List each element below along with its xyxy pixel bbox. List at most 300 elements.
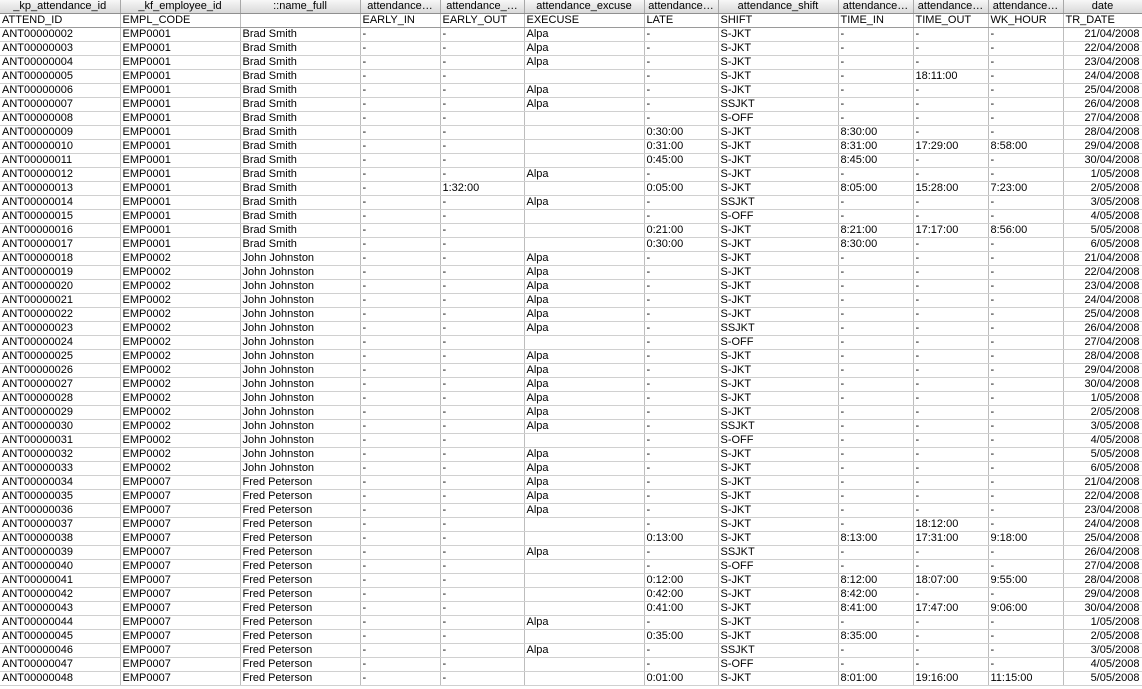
table-cell[interactable]: 28/04/2008 bbox=[1063, 126, 1142, 140]
table-cell[interactable]: - bbox=[988, 252, 1063, 266]
table-cell[interactable]: Brad Smith bbox=[240, 70, 360, 84]
table-cell[interactable]: ANT00000011 bbox=[0, 154, 120, 168]
table-cell[interactable]: ANT00000040 bbox=[0, 560, 120, 574]
table-cell[interactable]: 25/04/2008 bbox=[1063, 532, 1142, 546]
table-row[interactable] bbox=[0, 322, 1142, 336]
column-header-attendance-time-in[interactable]: attendance… bbox=[838, 0, 913, 14]
table-cell[interactable]: 8:13:00 bbox=[838, 532, 913, 546]
table-cell[interactable]: Alpa bbox=[524, 252, 644, 266]
table-cell[interactable] bbox=[524, 532, 644, 546]
table-cell[interactable]: - bbox=[360, 238, 440, 252]
table-cell[interactable]: - bbox=[988, 560, 1063, 574]
table-cell[interactable]: EMP0002 bbox=[120, 322, 240, 336]
table-cell[interactable]: 29/04/2008 bbox=[1063, 588, 1142, 602]
table-cell[interactable]: 27/04/2008 bbox=[1063, 112, 1142, 126]
table-cell[interactable]: - bbox=[440, 322, 524, 336]
table-cell[interactable]: - bbox=[644, 308, 718, 322]
table-row[interactable] bbox=[0, 518, 1142, 532]
table-cell[interactable]: - bbox=[988, 322, 1063, 336]
table-row[interactable] bbox=[0, 98, 1142, 112]
table-cell[interactable]: - bbox=[440, 406, 524, 420]
table-cell[interactable]: - bbox=[644, 448, 718, 462]
table-cell[interactable]: ANT00000029 bbox=[0, 406, 120, 420]
table-cell[interactable]: EMP0002 bbox=[120, 266, 240, 280]
table-cell[interactable]: 0:12:00 bbox=[644, 574, 718, 588]
table-cell[interactable]: 4/05/2008 bbox=[1063, 434, 1142, 448]
table-cell[interactable]: 8:42:00 bbox=[838, 588, 913, 602]
table-cell[interactable]: - bbox=[838, 322, 913, 336]
table-cell[interactable]: John Johnston bbox=[240, 364, 360, 378]
table-row[interactable] bbox=[0, 392, 1142, 406]
table-cell[interactable]: 24/04/2008 bbox=[1063, 70, 1142, 84]
table-row[interactable] bbox=[0, 490, 1142, 504]
table-cell[interactable]: 22/04/2008 bbox=[1063, 42, 1142, 56]
table-cell[interactable]: S-JKT bbox=[718, 280, 838, 294]
table-cell[interactable]: ANT00000013 bbox=[0, 182, 120, 196]
table-cell[interactable]: - bbox=[360, 378, 440, 392]
table-cell[interactable]: - bbox=[988, 378, 1063, 392]
table-cell[interactable]: Fred Peterson bbox=[240, 476, 360, 490]
table-cell[interactable]: - bbox=[360, 266, 440, 280]
table-cell[interactable]: ANT00000005 bbox=[0, 70, 120, 84]
table-cell[interactable]: - bbox=[360, 224, 440, 238]
table-cell[interactable]: Brad Smith bbox=[240, 210, 360, 224]
table-cell[interactable]: - bbox=[360, 336, 440, 350]
table-cell[interactable]: - bbox=[440, 350, 524, 364]
table-cell[interactable]: Fred Peterson bbox=[240, 574, 360, 588]
table-cell[interactable]: EMP0001 bbox=[120, 238, 240, 252]
table-cell[interactable]: - bbox=[838, 196, 913, 210]
table-cell[interactable]: - bbox=[988, 504, 1063, 518]
table-cell[interactable]: - bbox=[360, 308, 440, 322]
table-cell[interactable]: - bbox=[988, 42, 1063, 56]
table-cell[interactable]: - bbox=[644, 364, 718, 378]
table-cell[interactable]: EMP0002 bbox=[120, 434, 240, 448]
table-cell[interactable]: - bbox=[988, 280, 1063, 294]
table-cell[interactable]: - bbox=[440, 448, 524, 462]
table-row[interactable] bbox=[0, 266, 1142, 280]
table-cell[interactable]: S-JKT bbox=[718, 518, 838, 532]
table-cell[interactable]: EARLY_IN bbox=[360, 14, 440, 28]
table-cell[interactable]: - bbox=[644, 518, 718, 532]
table-cell[interactable]: - bbox=[360, 98, 440, 112]
table-cell[interactable]: - bbox=[360, 252, 440, 266]
table-cell[interactable]: 17:47:00 bbox=[913, 602, 988, 616]
table-cell[interactable]: SSJKT bbox=[718, 322, 838, 336]
table-cell[interactable]: - bbox=[360, 490, 440, 504]
table-cell[interactable]: EMP0001 bbox=[120, 42, 240, 56]
table-cell[interactable]: - bbox=[644, 378, 718, 392]
table-cell[interactable]: 9:18:00 bbox=[988, 532, 1063, 546]
table-cell[interactable]: - bbox=[913, 308, 988, 322]
table-cell[interactable]: EMP0002 bbox=[120, 336, 240, 350]
table-cell[interactable]: EMP0002 bbox=[120, 308, 240, 322]
table-cell[interactable]: S-JKT bbox=[718, 406, 838, 420]
table-cell[interactable]: - bbox=[360, 28, 440, 42]
table-row[interactable] bbox=[0, 308, 1142, 322]
table-cell[interactable]: - bbox=[440, 224, 524, 238]
table-cell[interactable]: ANT00000039 bbox=[0, 546, 120, 560]
table-cell[interactable]: - bbox=[838, 266, 913, 280]
table-cell[interactable]: John Johnston bbox=[240, 434, 360, 448]
table-cell[interactable]: EMPL_CODE bbox=[120, 14, 240, 28]
table-cell[interactable]: ANT00000021 bbox=[0, 294, 120, 308]
table-cell[interactable]: - bbox=[838, 476, 913, 490]
table-cell[interactable]: S-JKT bbox=[718, 392, 838, 406]
table-cell[interactable] bbox=[524, 140, 644, 154]
table-cell[interactable]: 0:30:00 bbox=[644, 126, 718, 140]
table-cell[interactable]: - bbox=[360, 574, 440, 588]
table-cell[interactable]: Brad Smith bbox=[240, 42, 360, 56]
table-cell[interactable]: 21/04/2008 bbox=[1063, 28, 1142, 42]
table-cell[interactable]: S-JKT bbox=[718, 448, 838, 462]
table-cell[interactable]: - bbox=[360, 616, 440, 630]
table-cell[interactable]: - bbox=[988, 658, 1063, 672]
table-cell[interactable]: TIME_IN bbox=[838, 14, 913, 28]
table-row[interactable] bbox=[0, 294, 1142, 308]
table-cell[interactable]: - bbox=[440, 154, 524, 168]
table-cell[interactable]: - bbox=[440, 476, 524, 490]
table-cell[interactable]: EMP0007 bbox=[120, 602, 240, 616]
table-cell[interactable]: SSJKT bbox=[718, 546, 838, 560]
table-cell[interactable]: - bbox=[440, 504, 524, 518]
table-cell[interactable]: ANT00000018 bbox=[0, 252, 120, 266]
table-cell[interactable]: S-JKT bbox=[718, 154, 838, 168]
table-cell[interactable]: Fred Peterson bbox=[240, 518, 360, 532]
table-cell[interactable]: - bbox=[913, 504, 988, 518]
table-cell[interactable]: - bbox=[988, 630, 1063, 644]
table-cell[interactable]: - bbox=[644, 546, 718, 560]
table-cell[interactable]: 26/04/2008 bbox=[1063, 98, 1142, 112]
table-cell[interactable]: - bbox=[838, 252, 913, 266]
table-cell[interactable]: - bbox=[913, 56, 988, 70]
table-cell[interactable]: - bbox=[440, 532, 524, 546]
table-cell[interactable]: - bbox=[360, 364, 440, 378]
table-cell[interactable]: - bbox=[988, 294, 1063, 308]
table-row[interactable] bbox=[0, 70, 1142, 84]
table-cell[interactable]: 27/04/2008 bbox=[1063, 336, 1142, 350]
table-cell[interactable]: 8:05:00 bbox=[838, 182, 913, 196]
table-cell[interactable]: 18:12:00 bbox=[913, 518, 988, 532]
column-header-attendance-excuse[interactable]: attendance_excuse bbox=[524, 0, 644, 14]
table-cell[interactable]: John Johnston bbox=[240, 294, 360, 308]
table-cell[interactable]: S-JKT bbox=[718, 140, 838, 154]
table-cell[interactable]: 8:45:00 bbox=[838, 154, 913, 168]
table-cell[interactable]: Brad Smith bbox=[240, 126, 360, 140]
table-cell[interactable] bbox=[524, 182, 644, 196]
table-cell[interactable]: - bbox=[440, 112, 524, 126]
table-cell[interactable] bbox=[524, 434, 644, 448]
table-cell[interactable]: - bbox=[440, 658, 524, 672]
table-cell[interactable]: ANT00000046 bbox=[0, 644, 120, 658]
table-cell[interactable]: John Johnston bbox=[240, 406, 360, 420]
table-cell[interactable]: S-JKT bbox=[718, 630, 838, 644]
table-cell[interactable]: - bbox=[644, 350, 718, 364]
table-cell[interactable]: - bbox=[913, 266, 988, 280]
table-cell[interactable]: John Johnston bbox=[240, 378, 360, 392]
table-cell[interactable]: EMP0007 bbox=[120, 490, 240, 504]
table-cell[interactable]: - bbox=[360, 392, 440, 406]
table-row[interactable] bbox=[0, 252, 1142, 266]
table-cell[interactable]: EMP0001 bbox=[120, 210, 240, 224]
table-cell[interactable]: Alpa bbox=[524, 364, 644, 378]
table-row[interactable] bbox=[0, 56, 1142, 70]
table-cell[interactable]: S-JKT bbox=[718, 224, 838, 238]
table-cell[interactable]: - bbox=[440, 602, 524, 616]
table-cell[interactable]: - bbox=[913, 350, 988, 364]
table-cell[interactable]: - bbox=[360, 532, 440, 546]
table-cell[interactable]: - bbox=[360, 210, 440, 224]
table-cell[interactable]: EXECUSE bbox=[524, 14, 644, 28]
table-cell[interactable]: S-JKT bbox=[718, 378, 838, 392]
table-cell[interactable]: ANT00000028 bbox=[0, 392, 120, 406]
table-cell[interactable]: - bbox=[440, 364, 524, 378]
table-cell[interactable]: Alpa bbox=[524, 448, 644, 462]
table-cell[interactable]: - bbox=[360, 322, 440, 336]
table-cell[interactable]: - bbox=[838, 504, 913, 518]
table-cell[interactable]: - bbox=[913, 252, 988, 266]
table-cell[interactable]: - bbox=[838, 420, 913, 434]
table-cell[interactable]: EMP0007 bbox=[120, 476, 240, 490]
table-cell[interactable]: - bbox=[440, 70, 524, 84]
table-cell[interactable]: - bbox=[644, 210, 718, 224]
table-cell[interactable]: Alpa bbox=[524, 84, 644, 98]
table-cell[interactable]: - bbox=[838, 84, 913, 98]
table-cell[interactable]: 5/05/2008 bbox=[1063, 224, 1142, 238]
table-cell[interactable]: - bbox=[360, 420, 440, 434]
table-cell[interactable]: - bbox=[913, 364, 988, 378]
table-cell[interactable]: 28/04/2008 bbox=[1063, 574, 1142, 588]
table-cell[interactable]: Fred Peterson bbox=[240, 504, 360, 518]
table-cell[interactable]: 6/05/2008 bbox=[1063, 462, 1142, 476]
table-cell[interactable]: Alpa bbox=[524, 392, 644, 406]
table-cell[interactable]: - bbox=[913, 462, 988, 476]
table-cell[interactable]: S-JKT bbox=[718, 42, 838, 56]
table-cell[interactable]: 6/05/2008 bbox=[1063, 238, 1142, 252]
table-cell[interactable]: Fred Peterson bbox=[240, 616, 360, 630]
table-cell[interactable]: - bbox=[360, 350, 440, 364]
table-cell[interactable]: S-JKT bbox=[718, 28, 838, 42]
column-header-attendance-early-out[interactable]: attendance_… bbox=[440, 0, 524, 14]
table-cell[interactable]: EMP0007 bbox=[120, 504, 240, 518]
table-row[interactable] bbox=[0, 504, 1142, 518]
table-cell[interactable]: - bbox=[440, 336, 524, 350]
table-cell[interactable]: Alpa bbox=[524, 196, 644, 210]
table-cell[interactable]: John Johnston bbox=[240, 350, 360, 364]
table-cell[interactable]: ANT00000009 bbox=[0, 126, 120, 140]
table-cell[interactable]: 8:58:00 bbox=[988, 140, 1063, 154]
table-cell[interactable]: - bbox=[440, 56, 524, 70]
table-cell[interactable]: - bbox=[913, 42, 988, 56]
table-cell[interactable]: S-JKT bbox=[718, 672, 838, 686]
table-cell[interactable]: ANT00000042 bbox=[0, 588, 120, 602]
table-cell[interactable]: 1/05/2008 bbox=[1063, 616, 1142, 630]
table-cell[interactable]: - bbox=[838, 560, 913, 574]
table-cell[interactable]: 7:23:00 bbox=[988, 182, 1063, 196]
table-cell[interactable]: ANT00000031 bbox=[0, 434, 120, 448]
table-cell[interactable]: Brad Smith bbox=[240, 168, 360, 182]
table-row[interactable] bbox=[0, 154, 1142, 168]
table-cell[interactable]: - bbox=[913, 28, 988, 42]
table-cell[interactable]: S-OFF bbox=[718, 112, 838, 126]
table-cell[interactable]: - bbox=[440, 126, 524, 140]
table-row[interactable] bbox=[0, 210, 1142, 224]
table-row[interactable] bbox=[0, 630, 1142, 644]
table-cell[interactable]: ANT00000006 bbox=[0, 84, 120, 98]
table-cell[interactable]: - bbox=[440, 644, 524, 658]
table-cell[interactable]: S-JKT bbox=[718, 294, 838, 308]
table-cell[interactable]: S-JKT bbox=[718, 490, 838, 504]
table-cell[interactable]: 28/04/2008 bbox=[1063, 350, 1142, 364]
table-cell[interactable]: S-OFF bbox=[718, 336, 838, 350]
table-cell[interactable]: - bbox=[644, 476, 718, 490]
table-cell[interactable]: - bbox=[913, 280, 988, 294]
table-cell[interactable]: John Johnston bbox=[240, 266, 360, 280]
table-cell[interactable]: - bbox=[644, 196, 718, 210]
column-header-attendance-wk-hour[interactable]: attendance… bbox=[988, 0, 1063, 14]
table-cell[interactable]: - bbox=[644, 336, 718, 350]
table-cell[interactable]: EMP0007 bbox=[120, 658, 240, 672]
table-cell[interactable]: S-OFF bbox=[718, 560, 838, 574]
table-cell[interactable]: EMP0002 bbox=[120, 364, 240, 378]
table-cell[interactable]: ANT00000019 bbox=[0, 266, 120, 280]
table-cell[interactable]: 29/04/2008 bbox=[1063, 364, 1142, 378]
table-cell[interactable]: Fred Peterson bbox=[240, 532, 360, 546]
table-cell[interactable]: - bbox=[360, 462, 440, 476]
table-cell[interactable]: - bbox=[440, 252, 524, 266]
table-cell[interactable]: - bbox=[644, 28, 718, 42]
table-cell[interactable]: Fred Peterson bbox=[240, 630, 360, 644]
table-cell[interactable]: - bbox=[360, 168, 440, 182]
table-cell[interactable]: - bbox=[988, 588, 1063, 602]
table-row[interactable] bbox=[0, 574, 1142, 588]
table-cell[interactable]: - bbox=[440, 616, 524, 630]
table-cell[interactable] bbox=[524, 630, 644, 644]
table-cell[interactable]: Alpa bbox=[524, 56, 644, 70]
table-cell[interactable]: - bbox=[838, 462, 913, 476]
table-cell[interactable]: 19:16:00 bbox=[913, 672, 988, 686]
table-cell[interactable]: Alpa bbox=[524, 546, 644, 560]
table-cell[interactable]: EMP0002 bbox=[120, 378, 240, 392]
table-cell[interactable]: 8:56:00 bbox=[988, 224, 1063, 238]
table-cell[interactable]: - bbox=[838, 28, 913, 42]
table-cell[interactable]: EMP0001 bbox=[120, 154, 240, 168]
table-cell[interactable]: S-JKT bbox=[718, 574, 838, 588]
table-cell[interactable]: Brad Smith bbox=[240, 224, 360, 238]
table-cell[interactable]: - bbox=[988, 350, 1063, 364]
table-cell[interactable]: - bbox=[913, 630, 988, 644]
table-cell[interactable] bbox=[524, 518, 644, 532]
table-cell[interactable]: - bbox=[440, 196, 524, 210]
table-cell[interactable]: S-JKT bbox=[718, 350, 838, 364]
table-cell[interactable]: - bbox=[913, 406, 988, 420]
table-cell[interactable]: John Johnston bbox=[240, 322, 360, 336]
table-cell[interactable]: S-JKT bbox=[718, 616, 838, 630]
table-cell[interactable]: 3/05/2008 bbox=[1063, 196, 1142, 210]
table-cell[interactable]: 25/04/2008 bbox=[1063, 308, 1142, 322]
table-cell[interactable]: - bbox=[360, 504, 440, 518]
table-cell[interactable]: EMP0002 bbox=[120, 462, 240, 476]
table-cell[interactable]: - bbox=[440, 588, 524, 602]
table-cell[interactable]: EMP0007 bbox=[120, 588, 240, 602]
table-cell[interactable]: Alpa bbox=[524, 490, 644, 504]
table-cell[interactable]: S-JKT bbox=[718, 462, 838, 476]
table-cell[interactable]: 0:41:00 bbox=[644, 602, 718, 616]
table-cell[interactable]: - bbox=[913, 98, 988, 112]
table-cell[interactable]: - bbox=[988, 238, 1063, 252]
table-cell[interactable]: - bbox=[913, 658, 988, 672]
table-cell[interactable]: 4/05/2008 bbox=[1063, 658, 1142, 672]
table-cell[interactable]: - bbox=[360, 294, 440, 308]
column-header-attendance-shift[interactable]: attendance_shift bbox=[718, 0, 838, 14]
table-cell[interactable]: ANT00000015 bbox=[0, 210, 120, 224]
table-cell[interactable]: S-JKT bbox=[718, 476, 838, 490]
table-cell[interactable]: 3/05/2008 bbox=[1063, 644, 1142, 658]
table-cell[interactable]: 5/05/2008 bbox=[1063, 672, 1142, 686]
table-cell[interactable]: EMP0007 bbox=[120, 518, 240, 532]
table-cell[interactable]: - bbox=[988, 126, 1063, 140]
table-cell[interactable]: Alpa bbox=[524, 476, 644, 490]
table-cell[interactable]: ANT00000025 bbox=[0, 350, 120, 364]
table-cell[interactable]: - bbox=[440, 266, 524, 280]
table-cell[interactable]: ANT00000034 bbox=[0, 476, 120, 490]
table-cell[interactable]: 8:30:00 bbox=[838, 126, 913, 140]
table-cell[interactable]: EMP0002 bbox=[120, 294, 240, 308]
table-cell[interactable]: - bbox=[988, 266, 1063, 280]
table-cell[interactable]: 8:01:00 bbox=[838, 672, 913, 686]
table-cell[interactable]: ANT00000004 bbox=[0, 56, 120, 70]
table-cell[interactable]: 2/05/2008 bbox=[1063, 182, 1142, 196]
table-cell[interactable]: S-JKT bbox=[718, 252, 838, 266]
table-cell[interactable]: EMP0002 bbox=[120, 392, 240, 406]
table-cell[interactable]: EMP0001 bbox=[120, 28, 240, 42]
table-cell[interactable]: ANT00000043 bbox=[0, 602, 120, 616]
table-cell[interactable]: EMP0001 bbox=[120, 84, 240, 98]
table-cell[interactable]: Brad Smith bbox=[240, 140, 360, 154]
table-cell[interactable]: Brad Smith bbox=[240, 154, 360, 168]
table-cell[interactable]: - bbox=[913, 84, 988, 98]
table-cell[interactable]: - bbox=[988, 70, 1063, 84]
table-cell[interactable]: SSJKT bbox=[718, 420, 838, 434]
table-cell[interactable]: 0:05:00 bbox=[644, 182, 718, 196]
table-cell[interactable]: - bbox=[988, 546, 1063, 560]
table-cell[interactable]: 17:17:00 bbox=[913, 224, 988, 238]
table-cell[interactable]: - bbox=[838, 448, 913, 462]
table-cell[interactable]: Alpa bbox=[524, 98, 644, 112]
table-cell[interactable]: Brad Smith bbox=[240, 112, 360, 126]
table-row[interactable] bbox=[0, 462, 1142, 476]
table-cell[interactable]: EMP0001 bbox=[120, 126, 240, 140]
table-cell[interactable]: - bbox=[988, 168, 1063, 182]
table-cell[interactable]: - bbox=[988, 420, 1063, 434]
table-cell[interactable]: LATE bbox=[644, 14, 718, 28]
table-cell[interactable]: EMP0002 bbox=[120, 280, 240, 294]
table-row[interactable] bbox=[0, 168, 1142, 182]
table-cell[interactable]: - bbox=[913, 644, 988, 658]
table-cell[interactable]: ANT00000014 bbox=[0, 196, 120, 210]
table-cell[interactable]: - bbox=[360, 70, 440, 84]
table-cell[interactable]: - bbox=[360, 518, 440, 532]
table-cell[interactable]: - bbox=[988, 434, 1063, 448]
table-cell[interactable]: - bbox=[913, 490, 988, 504]
table-cell[interactable]: WK_HOUR bbox=[988, 14, 1063, 28]
table-cell[interactable]: - bbox=[360, 56, 440, 70]
table-cell[interactable]: - bbox=[913, 448, 988, 462]
table-cell[interactable]: 0:35:00 bbox=[644, 630, 718, 644]
table-cell[interactable]: - bbox=[988, 112, 1063, 126]
table-cell[interactable]: John Johnston bbox=[240, 280, 360, 294]
table-cell[interactable]: - bbox=[913, 560, 988, 574]
